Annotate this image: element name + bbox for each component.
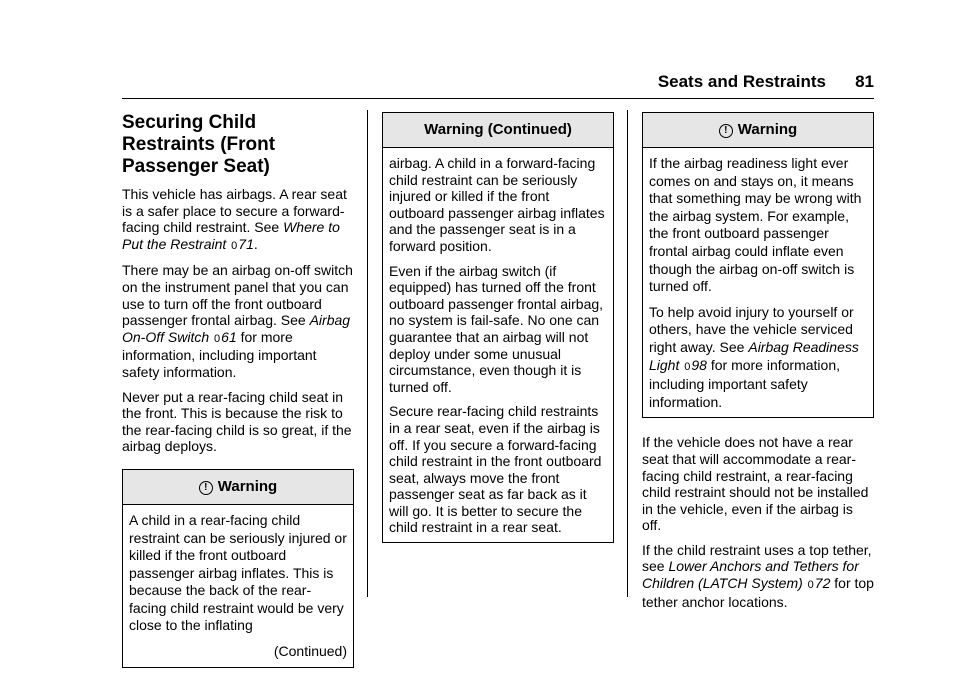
- cross-reference-link[interactable]: Where to Put the Restraint: [122, 219, 340, 252]
- warning-text: Even if the airbag switch (if equipped) has turned off the front outboard passenger frontal airbag, no system is fail-safe. No one can guarantee that an airbag will not deploy under some unusual circumstance, even though it is turned off.: [389, 262, 604, 395]
- cross-reference-link[interactable]: Airbag Readiness Light: [649, 338, 859, 373]
- page-number: 81: [855, 72, 874, 91]
- column-1: [122, 112, 354, 668]
- warning-text: Secure rear-facing child restraints in a rear seat, even if the airbag is off. If you secure a forward-facing child restraint in the front outboard seat, always move the front passenger seat as far back as it will go. It is better to secure the child restraint in a rear seat.: [389, 403, 602, 536]
- cross-reference-link[interactable]: Airbag On-Off Switch: [122, 312, 351, 345]
- section-name: Seats and Restraints: [657, 72, 826, 91]
- warning-header: [643, 113, 873, 148]
- page-ref-arrow-icon: 0: [684, 360, 691, 373]
- page-ref-arrow-icon: 0: [231, 239, 238, 252]
- paragraph-text: To help avoid injury to yourself or others, have the vehicle serviced right away. See: [649, 303, 854, 355]
- continued-label: (Continued): [273, 643, 347, 660]
- warning-box-continued: [382, 112, 614, 543]
- warning-box: [122, 469, 354, 668]
- paragraph: If the vehicle does not have a rear seat that will accommodate a rear-facing child restraint, a rear-facing child restraint should not be installed in the vehicle, even if the airbag is off.: [642, 434, 869, 534]
- paragraph: [122, 186, 354, 254]
- warning-title: Warning (Continued): [424, 121, 572, 138]
- warning-header: [383, 113, 613, 148]
- warning-header: [123, 470, 353, 505]
- cross-reference-link[interactable]: Lower Anchors and Tethers for Children (LATCH System): [642, 558, 859, 592]
- page-reference: 61: [221, 328, 237, 345]
- warning-text: If the airbag readiness light ever comes on and stays on, it means that something may be wrong with the airbag system. For example, the front outboard passenger frontal airbag could inflate even though the airbag on-off switch is turned off.: [649, 155, 862, 295]
- column-divider: [367, 110, 368, 597]
- paragraph-text: .: [253, 235, 258, 252]
- warning-circle-icon: !: [199, 481, 213, 495]
- warning-title: Warning: [217, 477, 278, 495]
- paragraph-text: for top tether anchor locations.: [642, 575, 874, 610]
- section-title: Securing Child Restraints (Front Passenger Seat): [122, 112, 276, 177]
- page-reference: 98: [691, 356, 707, 373]
- page-reference: 72: [814, 575, 831, 592]
- warning-body: [643, 148, 873, 417]
- paragraph: [642, 542, 874, 610]
- warning-body: [383, 148, 613, 542]
- paragraph: [122, 262, 354, 380]
- paragraph-text: There may be an airbag on-off switch on the instrument panel that you can use to turn off the front outboard passenger frontal airbag. See: [122, 262, 353, 329]
- warning-text: [649, 304, 867, 412]
- warning-text: A child in a rear-facing child restraint can be seriously injured or killed if the front outboard passenger airbag inflates. This is because the back of the rear-facing child restraint would be very close to the inflating: [129, 511, 347, 634]
- warning-box: [642, 112, 874, 418]
- column-3: [642, 112, 874, 618]
- warning-body: [123, 505, 353, 667]
- paragraph-text: This vehicle has airbags. A rear seat is a safer place to secure a forward-facing child restraint. See: [122, 186, 347, 236]
- paragraph-text: If the child restraint uses a top tether, see: [642, 541, 872, 575]
- column-divider: [627, 110, 628, 597]
- page-ref-arrow-icon: 0: [214, 332, 221, 345]
- paragraph-text: for more information, including important safety information.: [649, 356, 841, 410]
- page-ref-arrow-icon: 0: [807, 579, 814, 592]
- page-reference: 71: [238, 235, 254, 252]
- paragraph: Never put a rear-facing child seat in the front. This is because the risk to the rear-facing child is so great, if the airbag deploys.: [122, 388, 352, 455]
- warning-circle-icon: !: [719, 124, 733, 138]
- warning-title: Warning: [737, 121, 798, 138]
- running-head: [122, 72, 874, 99]
- warning-text: airbag. A child in a forward-facing child restraint can be seriously injured or killed if the front outboard passenger airbag inflates and the passenger seat is in a forward position.: [389, 155, 605, 254]
- column-2: [382, 112, 614, 543]
- paragraph-text: for more information, including important safety information.: [122, 328, 317, 380]
